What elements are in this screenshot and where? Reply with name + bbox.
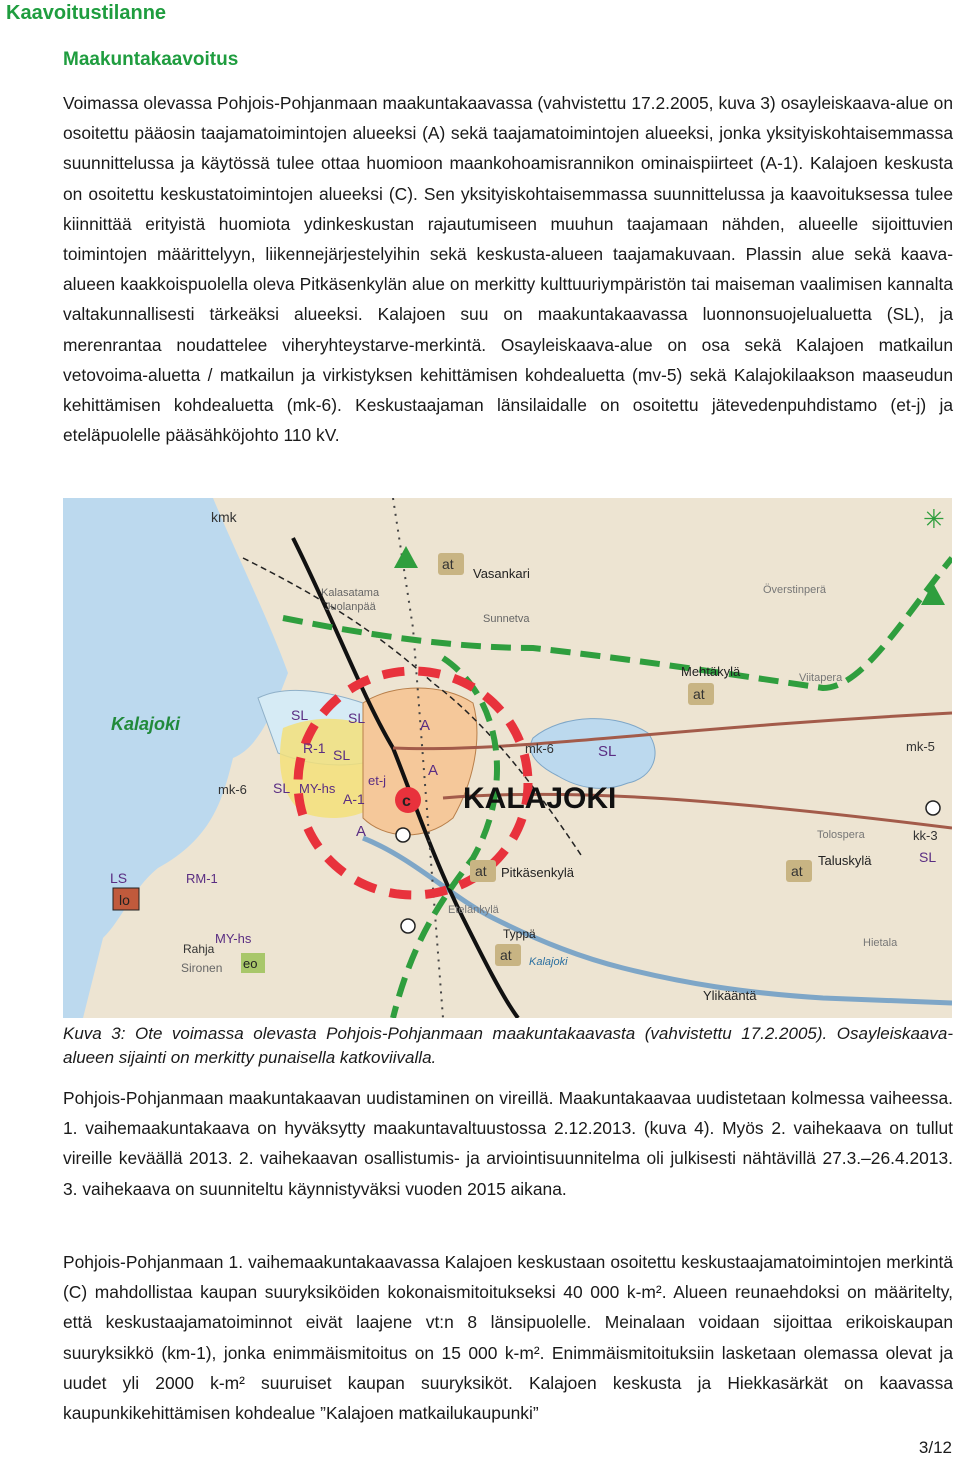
- map-label-mk6: mk-6: [218, 782, 247, 797]
- map-label-sl: SL: [333, 747, 351, 763]
- map-label-kalajoki-river: Kalajoki: [529, 956, 568, 968]
- star-symbol-icon: ✳: [923, 504, 945, 534]
- map-label-taluskyla: Taluskylä: [818, 853, 872, 868]
- section-title: Kaavoitustilanne: [6, 2, 167, 24]
- map-label-myhs-b: MY-hs: [215, 931, 252, 946]
- map-label-c: c: [402, 793, 411, 810]
- body-paragraph-3: Pohjois-Pohjanmaan 1. vaihemaakuntakaavassa Kalajoen keskustaan osoitettu keskustaajamatoimintojen merkintä (C) mahdollistaa kaupan suuryksiköiden kokonaismitoitukseksi 40 000 k-m². Alueen reunaehdoksi on määritelty, että keskustaajamatoiminnot eivät laajene vt:n 8 länsipuolelle. Meinalaan voidaan sijoittaa erikoiskaupan suuryksikkö (km-1), jonka enimmäismitoitus on 15 000 k-m². Enimmäismitoituksiin lasketaan olemassa olevat ja uudet yli 2000 k-m² suuruiset kaupan suuryksiköt. Kalajoen keskusta ja Hiekkasärkät on kaavassa kaupunkikehittämisen kohdealue ”Kalajoen matkailukaupunki”: [63, 1252, 953, 1424]
- z-circle-icon: [401, 919, 415, 933]
- map-label-ls: LS: [110, 870, 128, 886]
- map-label-sunnetva: Sunnetva: [483, 613, 530, 625]
- page-number: 3/12: [918, 1438, 952, 1457]
- map-label-at: at: [791, 863, 803, 879]
- map-label-mehtakyla: Mehtäkylä: [681, 664, 741, 679]
- map-label-kmk: kmk: [211, 509, 237, 525]
- map-label-etelankyla: Etelänkylä: [448, 904, 499, 916]
- map-label-a1: A-1: [343, 791, 365, 807]
- map-label-sl: SL: [348, 710, 366, 726]
- map-label-ylikaanta: Ylikääntä: [703, 988, 757, 1003]
- map-label-tolospera: Tolospera: [817, 829, 865, 841]
- map-label-sl: SL: [919, 849, 937, 865]
- map-label-a: A: [420, 717, 431, 734]
- map-label-viitapera: Viitapera: [799, 672, 843, 684]
- map-label-vasankari: Vasankari: [473, 566, 530, 581]
- map-label-at: at: [693, 686, 705, 702]
- regional-plan-map: [63, 498, 952, 1018]
- map-label-typpa: Typpä: [503, 927, 536, 941]
- subsection-title: Maakuntakaavoitus: [63, 49, 239, 70]
- map-label-sl: SL: [273, 780, 291, 796]
- map-label-rm1: RM-1: [186, 871, 218, 886]
- map-label-etj: et-j: [368, 773, 387, 788]
- map-label-mk5: mk-5: [906, 739, 935, 754]
- z-circle-icon: [396, 828, 410, 842]
- map-label-r1: R-1: [303, 740, 326, 756]
- map-label-pitkasenkyla: Pitkäsenkylä: [501, 865, 574, 880]
- map-label-at: at: [475, 863, 487, 879]
- figure-caption: Kuva 3: Ote voimassa olevasta Pohjois-Pohjanmaan maakuntakaavasta (vahvistettu 17.2.2005). Osayleiskaava-alueen sijainti on merkitty punaisella katkoviivalla.: [63, 1024, 953, 1067]
- map-label-sl: SL: [598, 743, 617, 760]
- map-label-juolanpaa: Juolanpää: [325, 601, 376, 613]
- map-label-kalajoki-town: KALAJOKI: [463, 782, 617, 815]
- map-label-at: at: [500, 947, 512, 963]
- map-label-hietala: Hietala: [863, 937, 898, 949]
- map-label-overstinpera: Överstinperä: [763, 584, 826, 596]
- body-paragraph-1: Voimassa olevassa Pohjois-Pohjanmaan maakuntakaavassa (vahvistettu 17.2.2005, kuva 3) osayleiskaava-alue on osoitettu pääosin taajamatoimintojen alueeksi (A) sekä taajamatoimintojen alueeksi, jonka yksityiskohtaisemmassa suunnittelussa ja käytössä tulee ottaa huomioon maankohoamisrannikon ominaispiirteet (A-1). Kalajoen keskusta on osoitettu keskustatoimintojen alueeksi (C). Sen yksityiskohtaisemmassa suunnittelussa ja kaavoituksessa tulee kiinnittää erityistä huomiota ydinkeskustan rajautumiseen muuhun taajamaan nähden, alueelle sijoittuvien toimintojen määrittelyyn, liikennejärjestelyihin sekä keskusta-alueen taajamakuvaan. Plassin alue sekä kaava-alueen kaakkoispuolella oleva Pitkäsenkylän alue on merkitty kulttuuriympäristön tai maiseman vaalimisen kannalta valtakunnallisesti tärkeäksi alueeksi. Kalajoen suu on maakuntakaavassa luonnonsuojelualuetta (SL), ja merenrantaa noudattelee viheryhteystarve-merkintä. Osayleiskaava-alue on osa sekä Kalajoen matkailun vetovoima-aluetta / matkailun ja virkistyksen kehittämisen kohdealuetta (mv-5) sekä Kalajokilaakson maaseudun kehittämisen kohdealuetta (mk-6). Keskustaajaman länsilaidalle on osoitettu jätevedenpuhdistamo (et-j) ja eteläpuolelle pääsähköjohto 110 kV.: [63, 93, 953, 446]
- map-label-at: at: [442, 556, 454, 572]
- map-label-myhs: MY-hs: [299, 781, 336, 796]
- map-label-sironen: Sironen: [181, 961, 223, 975]
- body-paragraph-2: Pohjois-Pohjanmaan maakuntakaavan uudistaminen on vireillä. Maakuntakaavaa uudistetaan kolmessa vaiheessa. 1. vaihemaakuntakaava on hyväksytty maakuntavaltuustossa 2.12.2013. (kuva 4). Myös 2. vaihekaava on tullut vireille keväällä 2013. 2. vaihekaavan osallistumis- ja arviointisuunnitelma oli julkisesti nähtävillä 27.3.–26.4.2013. 3. vaihekaava on suunniteltu käynnistyväksi vuoden 2015 aikana.: [63, 1088, 953, 1199]
- map-label-lo: lo: [119, 892, 130, 908]
- map-label-kalasatama: Kalasatama: [321, 587, 380, 599]
- z-circle-icon: [926, 801, 940, 815]
- map-label-kalajoki-sea: Kalajoki: [111, 714, 181, 734]
- map-label-a: A: [428, 762, 439, 779]
- map-label-mk6: mk-6: [525, 741, 554, 756]
- map-label-eo: eo: [243, 956, 258, 971]
- map-label-a: A: [356, 823, 367, 840]
- map-label-rahja: Rahja: [183, 942, 215, 956]
- map-label-kk3: kk-3: [913, 828, 938, 843]
- map-label-sl: SL: [291, 707, 309, 723]
